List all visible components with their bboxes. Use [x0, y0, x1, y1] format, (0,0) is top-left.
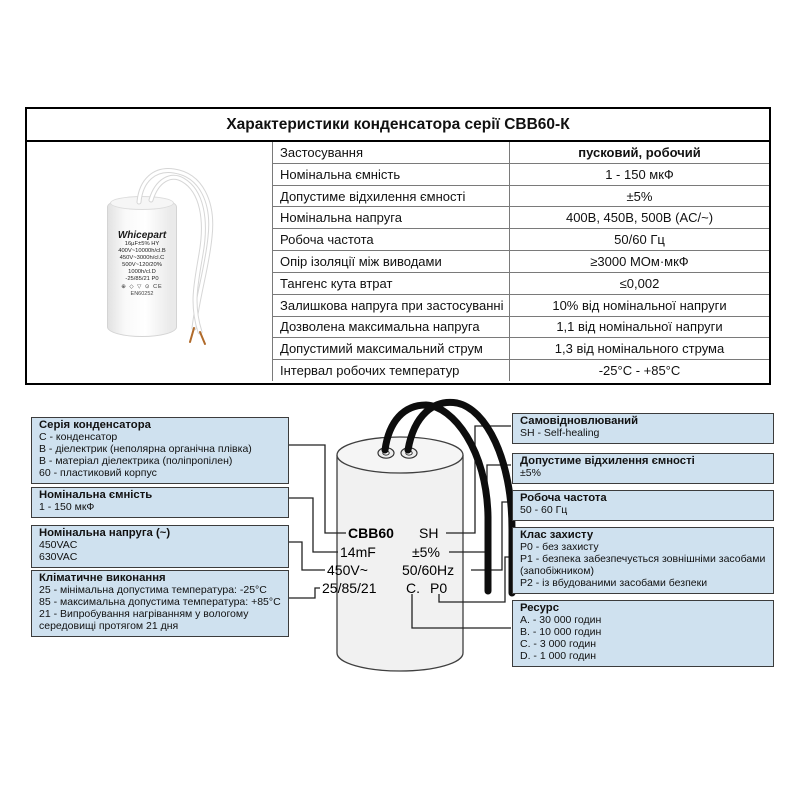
callout-voltage: [31, 525, 289, 568]
photo-spec-line: -25/85/21 P0: [125, 276, 159, 282]
callout-title: Допустиме відхилення ємності: [520, 455, 695, 467]
mark-self-healing: SH: [419, 525, 439, 541]
mark-resource-class: C.: [406, 580, 420, 596]
callout-title: Ресурс: [520, 602, 559, 614]
photo-standard: EN60252: [130, 291, 154, 297]
callout-line: B - матеріал діелектрика (поліпропілен): [39, 454, 233, 467]
row-label: Тангенс кута втрат: [273, 273, 510, 294]
row-value: ≥3000 МОм·мкФ: [590, 253, 689, 269]
spec-table: [25, 107, 771, 385]
callout-title: Робоча частота: [520, 492, 607, 504]
callout-climate: [31, 570, 289, 637]
table-row: [273, 317, 769, 339]
row-value: ±5%: [626, 188, 653, 204]
mark-voltage: 450V~: [327, 562, 368, 578]
table-row: [273, 295, 769, 317]
photo-wires: [27, 142, 273, 381]
wire-tip: [200, 332, 205, 344]
callout-frequency: [512, 490, 774, 521]
row-label: Номінальна ємність: [273, 164, 510, 185]
row-value: -25°C - +85°C: [598, 363, 681, 379]
table-row: [273, 229, 769, 251]
callout-resource: [512, 600, 774, 667]
row-value: 10% від номінальної напруги: [552, 297, 727, 313]
table-row: [273, 142, 769, 164]
table-row: [273, 251, 769, 273]
certification-icons: ⊕ ◇ ▽ ⊙ CE: [121, 284, 163, 290]
callout-self-healing: [512, 413, 774, 444]
photo-spec-line: 500V~120/20%: [122, 262, 162, 268]
mark-series: CBB60: [348, 525, 394, 541]
wire-tip: [190, 328, 194, 342]
row-value: 400В, 450В, 500В (AC/~): [565, 210, 714, 226]
table-row: [273, 164, 769, 186]
callout-line: C - конденсатор: [39, 430, 118, 443]
mark-climate: 25/85/21: [322, 580, 377, 596]
callout-line: 21 - Випробування нагріванням у вологому середовищі протягом 21 дня: [39, 607, 249, 632]
row-label: Номінальна напруга: [273, 207, 510, 228]
callout-title: Кліматичне виконання: [39, 572, 166, 584]
photo-spec-line: 1000h/cl.D: [128, 269, 156, 275]
callout-title: Номінальна напруга (~): [39, 527, 171, 539]
callout-title: Серія конденсатора: [39, 419, 151, 431]
callout-line: SH - Self-healing: [520, 426, 600, 439]
row-label: Залишкова напруга при застосуванні: [273, 295, 510, 316]
callout-line: B - діелектрик (неполярна органічна плівка): [39, 442, 252, 455]
callout-line: 60 - пластиковий корпус: [39, 466, 157, 479]
row-label: Допустиме відхилення ємності: [273, 186, 510, 207]
spec-rows: [273, 142, 769, 381]
row-label: Застосування: [273, 142, 510, 163]
row-value: ≤0,002: [619, 275, 660, 291]
callout-line: 50 - 60 Гц: [520, 503, 568, 516]
callout-line: 85 - максимальна допустима температура: +85°C: [39, 595, 281, 608]
callout-line: 450VAC: [39, 538, 78, 551]
row-label: Інтервал робочих температур: [273, 360, 510, 381]
mark-capacitance: 14mF: [340, 544, 376, 560]
row-value: 50/60 Гц: [614, 232, 665, 248]
callout-line: C. - 3 000 годин: [520, 637, 597, 650]
table-row: [273, 207, 769, 229]
row-label: Дозволена максимальна напруга: [273, 317, 510, 338]
marking-diagram: [0, 395, 800, 800]
row-value: 1 - 150 мкФ: [605, 166, 674, 182]
photo-spec-line: 16µF±5% HY: [124, 241, 160, 247]
callout-tolerance: [512, 453, 774, 484]
callout-line: P1 - безпека забезпечується зовнішніми засобами (запобіжником): [520, 552, 766, 577]
callout-line: 1 - 150 мкФ: [39, 500, 95, 513]
table-row: [273, 338, 769, 360]
photo-spec-line: 400V~10000h/cl.B: [118, 248, 166, 254]
row-label: Робоча частота: [273, 229, 510, 250]
mark-tolerance: ±5%: [412, 544, 440, 560]
callout-series: [31, 417, 289, 484]
callout-line: B. - 10 000 годин: [520, 625, 602, 638]
mark-frequency: 50/60Hz: [402, 562, 455, 578]
table-row: [273, 360, 769, 381]
callout-line: P0 - без захисту: [520, 540, 599, 553]
row-value: 1,3 від номінального струма: [554, 341, 725, 357]
capacitor-photo-cell: [27, 142, 273, 381]
callout-title: Самовідновлюваний: [520, 415, 639, 427]
row-value: пусковий, робочий: [578, 144, 701, 160]
callout-line: 25 - мінімальна допустима температура: -25°C: [39, 583, 267, 596]
callout-line: D. - 1 000 годин: [520, 649, 597, 662]
callout-line: ±5%: [520, 466, 541, 479]
table-row: [273, 273, 769, 295]
row-value: 1,1 від номінальної напруги: [556, 319, 723, 335]
row-label: Допустимий максимальний струм: [273, 338, 510, 359]
callout-title: Номінальна ємність: [39, 489, 153, 501]
table-body: [27, 142, 769, 381]
callout-title: Клас захисту: [520, 529, 594, 541]
table-row: [273, 186, 769, 208]
callout-line: 630VAC: [39, 550, 78, 563]
photo-brand: Whicepart: [117, 230, 167, 241]
row-label: Опір ізоляції між виводами: [273, 251, 510, 272]
callout-capacitance: [31, 487, 289, 518]
callout-line: A. - 30 000 годин: [520, 613, 602, 626]
callout-protection-class: [512, 527, 774, 594]
photo-spec-line: 450V~3000h/cl.C: [119, 255, 165, 261]
callout-line: P2 - із вбудованими засобами безпеки: [520, 576, 708, 589]
table-title: Характеристики конденсатора серії CBB60-К: [27, 109, 769, 142]
mark-protection-class: P0: [430, 580, 448, 596]
